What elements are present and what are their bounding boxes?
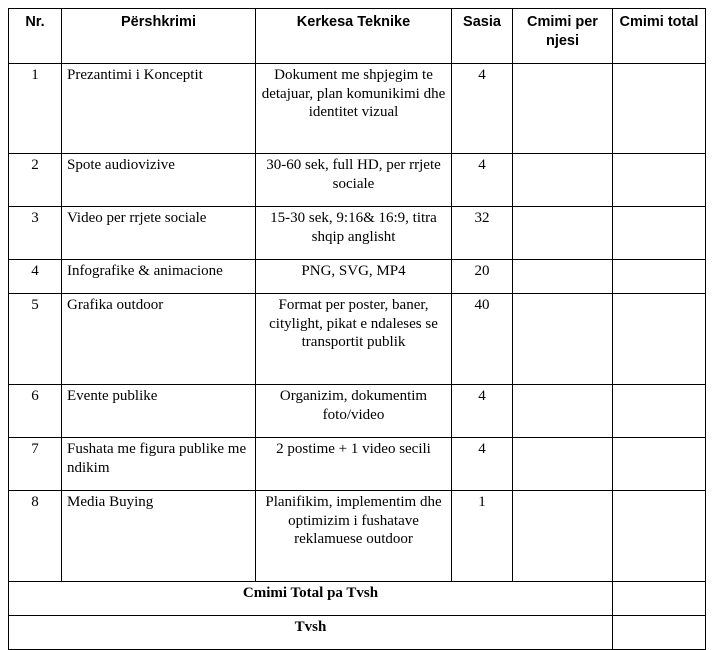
row-description: Fushata me figura publike me ndikim xyxy=(62,438,256,491)
row-technical: Dokument me shpjegim te detajuar, plan komunikimi dhe identitet vizual xyxy=(256,64,452,154)
row-quantity: 32 xyxy=(452,207,513,260)
row-nr: 8 xyxy=(9,491,62,582)
row-technical: 15-30 sek, 9:16& 16:9, titra shqip anglisht xyxy=(256,207,452,260)
row-unit-price[interactable] xyxy=(513,385,613,438)
row-technical: Format per poster, baner, citylight, pikat e ndaleses se transportit publik xyxy=(256,294,452,385)
row-quantity: 4 xyxy=(452,64,513,154)
row-nr: 2 xyxy=(9,154,62,207)
row-technical: 2 postime + 1 video secili xyxy=(256,438,452,491)
row-description: Evente publike xyxy=(62,385,256,438)
vat-value[interactable] xyxy=(613,616,706,650)
row-unit-price[interactable] xyxy=(513,64,613,154)
header-row xyxy=(9,9,706,64)
table-row xyxy=(9,438,706,491)
row-nr: 3 xyxy=(9,207,62,260)
row-nr: 6 xyxy=(9,385,62,438)
header-nr: Nr. xyxy=(9,9,62,64)
row-total-price[interactable] xyxy=(613,385,706,438)
row-technical: Planifikim, implementim dhe optimizim i fushatave reklamuese outdoor xyxy=(256,491,452,582)
header-quantity: Sasia xyxy=(452,9,513,64)
total-no-vat-value[interactable] xyxy=(613,582,706,616)
row-technical: Organizim, dokumentim foto/video xyxy=(256,385,452,438)
table-row xyxy=(9,64,706,154)
row-total-price[interactable] xyxy=(613,438,706,491)
row-total-price[interactable] xyxy=(613,260,706,294)
table-row xyxy=(9,207,706,260)
row-unit-price[interactable] xyxy=(513,491,613,582)
total-row xyxy=(9,582,706,616)
row-unit-price[interactable] xyxy=(513,294,613,385)
row-total-price[interactable] xyxy=(613,294,706,385)
row-total-price[interactable] xyxy=(613,64,706,154)
row-nr: 5 xyxy=(9,294,62,385)
row-nr: 7 xyxy=(9,438,62,491)
table-row xyxy=(9,491,706,582)
row-description: Grafika outdoor xyxy=(62,294,256,385)
row-nr: 1 xyxy=(9,64,62,154)
row-description: Infografike & animacione xyxy=(62,260,256,294)
total-no-vat-label: Cmimi Total pa Tvsh xyxy=(9,582,613,616)
vat-label: Tvsh xyxy=(9,616,613,650)
row-description: Video per rrjete sociale xyxy=(62,207,256,260)
row-unit-price[interactable] xyxy=(513,260,613,294)
header-description: Përshkrimi xyxy=(62,9,256,64)
row-quantity: 1 xyxy=(452,491,513,582)
row-quantity: 4 xyxy=(452,154,513,207)
row-unit-price[interactable] xyxy=(513,154,613,207)
row-technical: PNG, SVG, MP4 xyxy=(256,260,452,294)
row-total-price[interactable] xyxy=(613,207,706,260)
header-unit-price: Cmimi per njesi xyxy=(513,9,613,64)
table-row xyxy=(9,385,706,438)
row-description: Spote audiovizive xyxy=(62,154,256,207)
table-row xyxy=(9,294,706,385)
row-unit-price[interactable] xyxy=(513,207,613,260)
vat-row xyxy=(9,616,706,650)
table-row xyxy=(9,154,706,207)
row-technical: 30-60 sek, full HD, per rrjete sociale xyxy=(256,154,452,207)
header-total-price: Cmimi total xyxy=(613,9,706,64)
row-quantity: 4 xyxy=(452,385,513,438)
row-quantity: 20 xyxy=(452,260,513,294)
quotation-table xyxy=(8,8,706,650)
table-row xyxy=(9,260,706,294)
row-quantity: 4 xyxy=(452,438,513,491)
row-quantity: 40 xyxy=(452,294,513,385)
row-total-price[interactable] xyxy=(613,154,706,207)
row-description: Prezantimi i Konceptit xyxy=(62,64,256,154)
row-description: Media Buying xyxy=(62,491,256,582)
row-unit-price[interactable] xyxy=(513,438,613,491)
row-nr: 4 xyxy=(9,260,62,294)
row-total-price[interactable] xyxy=(613,491,706,582)
header-technical: Kerkesa Teknike xyxy=(256,9,452,64)
